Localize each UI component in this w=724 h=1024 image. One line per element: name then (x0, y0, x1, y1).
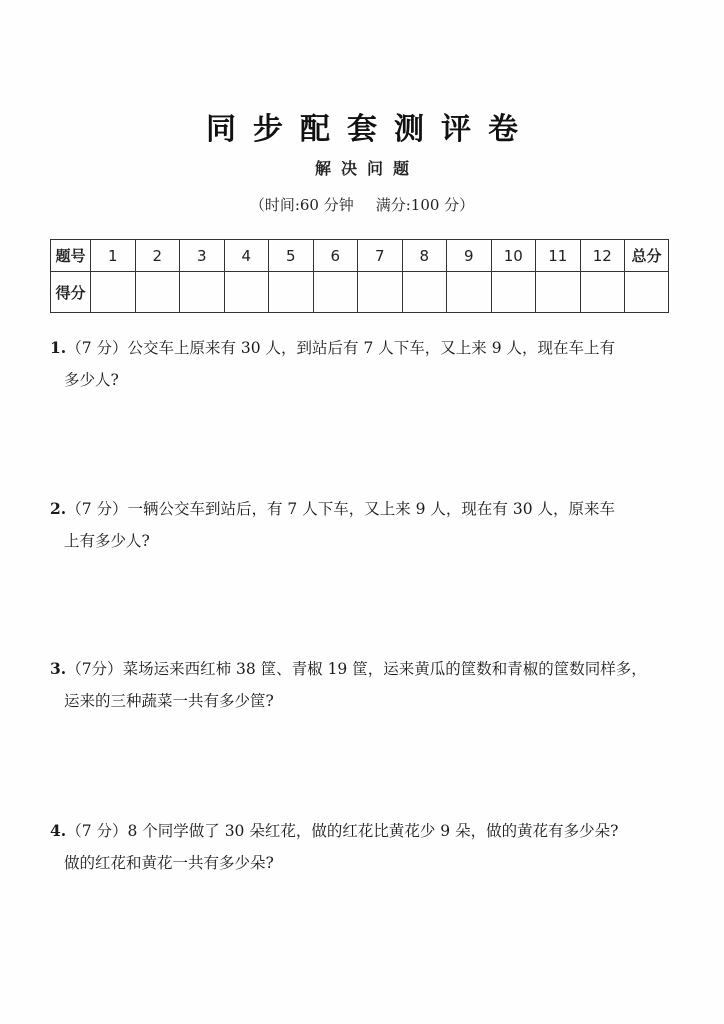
question-text-continued: 多少人? (64, 371, 119, 389)
question-number-label: 题号 (51, 240, 91, 272)
question-2 (50, 493, 680, 557)
question-number-cell: 3 (180, 240, 225, 272)
question-number-cell: 9 (447, 240, 492, 272)
score-table-header-row (51, 240, 669, 272)
question-number: 3. (50, 659, 67, 678)
score-cell (358, 272, 403, 313)
score-cell (536, 272, 581, 313)
question-text-continued: 运来的三种蔬菜一共有多少筐? (64, 692, 274, 710)
question-number: 1. (50, 338, 67, 357)
score-cell (402, 272, 447, 313)
question-text: 公交车上原来有 30 人，到站后有 7 人下车，又上来 9 人，现在车上有 (127, 339, 615, 357)
page-title: 同步配套测评卷 (206, 112, 535, 147)
question-number-cell: 12 (580, 240, 625, 272)
full-score: 满分:100 分） (375, 196, 475, 214)
time-limit: （时间:60 分钟 (249, 196, 354, 214)
question-number-cell: 11 (536, 240, 581, 272)
question-text: 一辆公交车到站后，有 7 人下车，又上来 9 人，现在有 30 人，原来车 (127, 500, 615, 518)
page-subtitle: 解决问题 (314, 159, 419, 178)
score-cell (313, 272, 358, 313)
question-number-cell: 6 (313, 240, 358, 272)
total-score-cell (625, 272, 669, 313)
exam-meta (0, 194, 724, 215)
question-text-continued: 上有多少人? (64, 532, 150, 550)
score-cell (269, 272, 314, 313)
question-number: 2. (50, 499, 67, 518)
score-table (50, 239, 669, 313)
score-cell (491, 272, 536, 313)
question-line (50, 815, 680, 847)
score-table-score-row (51, 272, 669, 313)
question-number-cell: 1 (91, 240, 136, 272)
question-number-cell: 7 (358, 240, 403, 272)
score-cell (224, 272, 269, 313)
question-text-continued: 做的红花和黄花一共有多少朵? (64, 854, 274, 872)
total-score-label: 总分 (625, 240, 669, 272)
question-points: （7 分） (66, 339, 128, 357)
question-number-cell: 2 (135, 240, 180, 272)
score-label: 得分 (51, 272, 91, 313)
question-number-cell: 5 (269, 240, 314, 272)
question-number: 4. (50, 821, 67, 840)
question-points: （7 分） (66, 822, 128, 840)
question-4 (50, 815, 680, 879)
score-cell (580, 272, 625, 313)
question-points: （7分） (66, 660, 123, 678)
question-text: 8 个同学做了 30 朵红花，做的红花比黄花少 9 朵，做的黄花有多少朵? (127, 822, 619, 840)
question-line (50, 332, 680, 364)
question-number-cell: 10 (491, 240, 536, 272)
score-cell (447, 272, 492, 313)
score-cell (135, 272, 180, 313)
question-points: （7 分） (66, 500, 128, 518)
question-line (50, 493, 680, 525)
question-3 (50, 653, 680, 717)
question-number-cell: 8 (402, 240, 447, 272)
score-cell (91, 272, 136, 313)
score-cell (180, 272, 225, 313)
question-1 (50, 332, 680, 396)
question-text: 菜场运来西红柿 38 筐、青椒 19 筐，运来黄瓜的筐数和青椒的筐数同样多， (122, 660, 647, 678)
question-line (50, 653, 680, 685)
question-number-cell: 4 (224, 240, 269, 272)
